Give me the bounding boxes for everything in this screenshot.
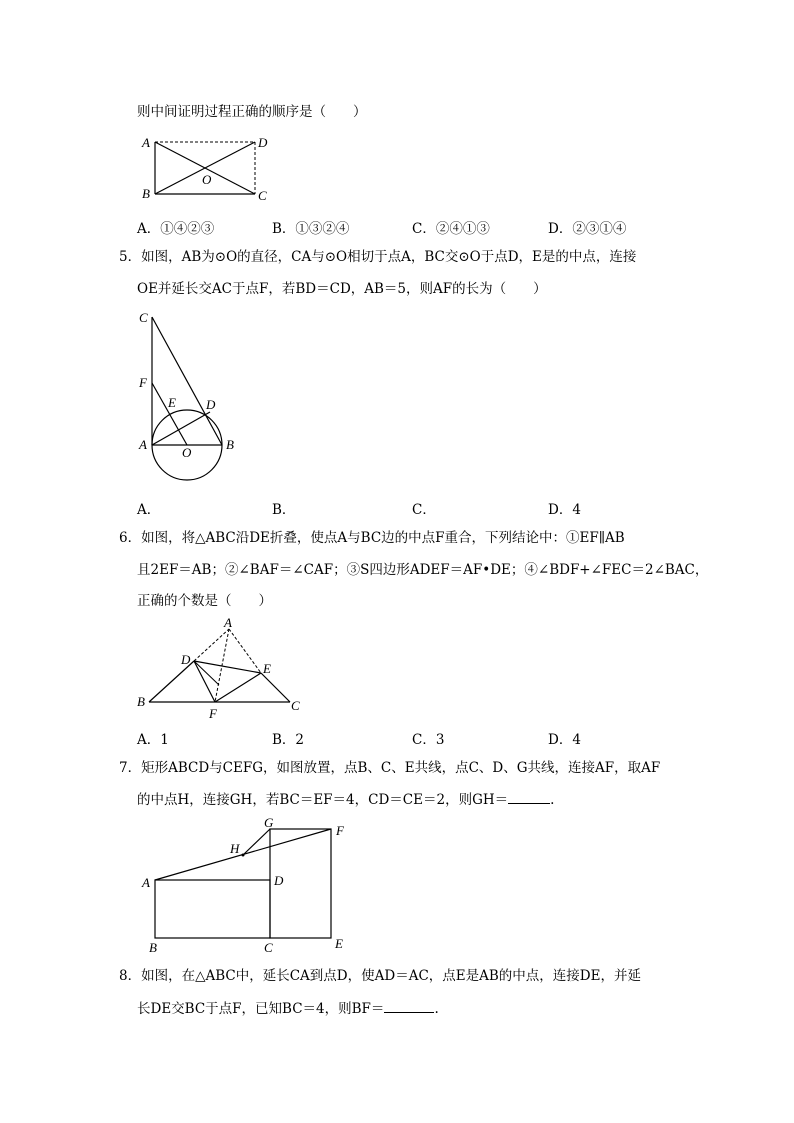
q4-label-a: A bbox=[142, 135, 150, 150]
q7-label-h: H bbox=[230, 841, 240, 856]
q6-line-1: 6．如图，将△ABC沿DE折叠，使点A与BC边的中点F重合，下列结论中：①EF∥AB bbox=[119, 530, 625, 546]
q6-label-f: F bbox=[209, 706, 217, 721]
q6-label-e: E bbox=[263, 661, 271, 676]
q5-label-o: O bbox=[182, 445, 192, 460]
q6-option-d: D．4 bbox=[548, 732, 581, 748]
q5-option-d: D．4 bbox=[548, 502, 581, 518]
q5-option-a: A． bbox=[137, 502, 161, 518]
q6-figure bbox=[135, 615, 310, 721]
q5-option-b: B． bbox=[272, 502, 296, 518]
q5-option-c: C． bbox=[412, 502, 436, 518]
q8-line-1: 8．如图，在△ABC中，延长CA到点D，使AD＝AC，点E是AB的中点，连接DE，并延 bbox=[119, 968, 641, 984]
q4-figure bbox=[135, 132, 285, 207]
q4-option-c: C．②④①③ bbox=[412, 221, 490, 237]
q8-line-2-text: 长DE交BC于点F，已知BC＝4，则BF＝ bbox=[137, 1001, 385, 1017]
q6-line-3: 正确的个数是（ ） bbox=[137, 593, 272, 609]
q6-option-a: A．1 bbox=[137, 732, 169, 748]
q7-figure bbox=[140, 815, 355, 955]
q5-line-2: OE并延长交AC于点F，若BD＝CD，AB＝5，则AF的长为（ ） bbox=[137, 281, 547, 297]
q5-label-a: A bbox=[139, 437, 147, 452]
q4-label-o: O bbox=[202, 172, 212, 187]
q7-label-d: D bbox=[274, 873, 284, 888]
q7-line-1: 7．矩形ABCD与CEFG，如图放置，点B、C、E共线，点C、D、G共线，连接AF，取AF bbox=[119, 760, 661, 776]
q4-label-b: B bbox=[142, 186, 150, 201]
q7-label-b: B bbox=[149, 940, 157, 955]
q7-answer-blank[interactable] bbox=[508, 789, 550, 804]
q5-label-e: E bbox=[168, 395, 176, 410]
q7-line-2-period: . bbox=[550, 792, 555, 808]
q5-line-1: 5．如图，AB为⊙O的直径，CA与⊙O相切于点A，BC交⊙O于点D，E是的中点，连接 bbox=[119, 249, 637, 265]
q8-line-2 bbox=[137, 998, 439, 1019]
q6-line-2: 且2EF＝AB；②∠BAF＝∠CAF；③S四边形ADEF＝AF•DE；④∠BDF+∠FEC＝2∠BAC， bbox=[137, 562, 709, 578]
q5-label-b: B bbox=[226, 437, 234, 452]
q6-label-a: A bbox=[224, 615, 232, 630]
q7-label-g: G bbox=[264, 815, 274, 830]
q5-label-f: F bbox=[139, 375, 147, 390]
q4-option-a: A．①④②③ bbox=[137, 221, 215, 237]
q4-label-d: D bbox=[258, 135, 268, 150]
q6-option-b: B．2 bbox=[272, 732, 305, 748]
q7-label-c: C bbox=[264, 940, 273, 955]
q5-label-c: C bbox=[139, 310, 148, 325]
q6-option-c: C．3 bbox=[412, 732, 445, 748]
q6-label-b: B bbox=[137, 694, 145, 709]
intro-text: 则中间证明过程正确的顺序是（ ） bbox=[137, 104, 367, 120]
q7-label-a: A bbox=[142, 875, 150, 890]
q8-line-2-period: . bbox=[434, 1001, 439, 1017]
q5-figure bbox=[135, 307, 255, 492]
q7-line-2 bbox=[137, 789, 554, 810]
q5-label-d: D bbox=[206, 397, 216, 412]
q6-label-d: D bbox=[181, 652, 191, 667]
q8-answer-blank[interactable] bbox=[384, 998, 434, 1013]
q7-label-e: E bbox=[335, 936, 343, 951]
q7-label-f: F bbox=[336, 823, 344, 838]
q4-option-d: D．②③①④ bbox=[548, 221, 627, 237]
q7-line-2-text: 的中点H，连接GH，若BC＝EF＝4，CD＝CE＝2，则GH＝ bbox=[137, 792, 509, 808]
q6-label-c: C bbox=[291, 698, 300, 713]
q4-option-b: B．①③②④ bbox=[272, 221, 350, 237]
q4-label-c: C bbox=[258, 188, 267, 203]
